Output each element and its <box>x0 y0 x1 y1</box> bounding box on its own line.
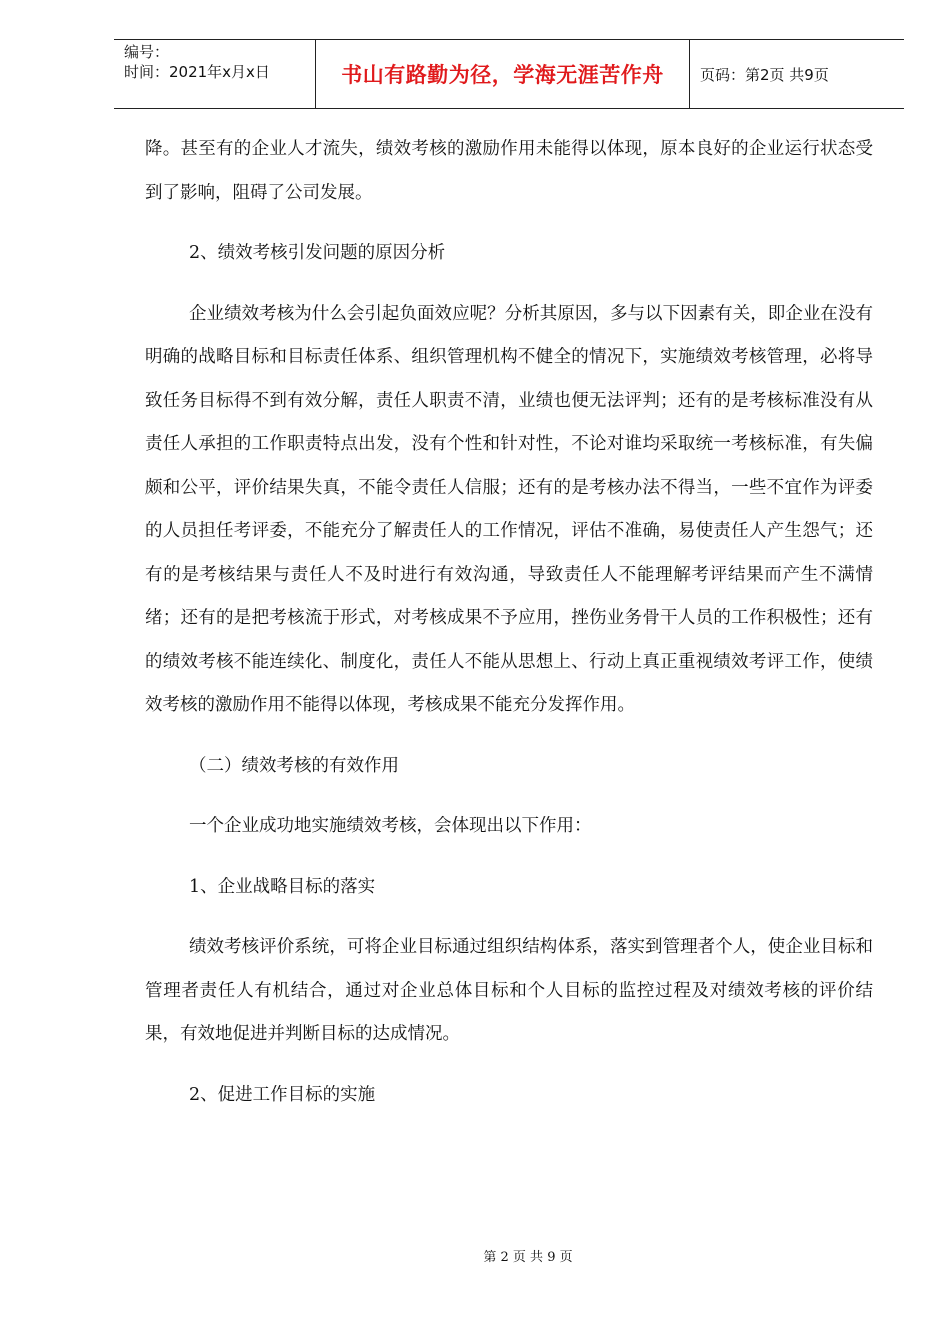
paragraph: 绩效考核评价系统，可将企业目标通过组织结构体系，落实到管理者个人，使企业目标和管理者责任人有机结合，通过对企业总体目标和个人目标的监控过程及对绩效考核的评价结果，有效地促进并判断目标的达成情况。 <box>145 937 873 1044</box>
section-heading: 1、企业战略目标的落实 <box>189 876 376 897</box>
section-heading: 2、绩效考核引发问题的原因分析 <box>189 243 446 263</box>
header-meta <box>114 40 316 108</box>
header-motto: 书山有路勤为径，学海无涯苦作舟 <box>316 40 690 108</box>
document-body <box>145 128 873 1117</box>
serial-label: 编号： <box>124 43 170 61</box>
page-footer: 第 2 页 共 9 页 <box>483 1250 573 1265</box>
paragraph: 一个企业成功地实施绩效考核，会体现出以下作用： <box>189 816 592 836</box>
section-heading: （二）绩效考核的有效作用 <box>189 755 399 776</box>
paragraph-continuation: 降。甚至有的企业人才流失，绩效考核的激励作用未能得以体现，原本良好的企业运行状态受到了影响，阻碍了公司发展。 <box>145 139 873 203</box>
time-label: 时间：2021年x月x日 <box>124 63 270 81</box>
section-heading: 2、促进工作目标的实施 <box>189 1084 376 1105</box>
header-page-info: 页码：第2页 共9页 <box>700 65 829 84</box>
paragraph: 企业绩效考核为什么会引起负面效应呢？分析其原因，多与以下因素有关，即企业在没有明确的战略目标和目标责任体系、组织管理机构不健全的情况下，实施绩效考核管理，必将导致任务目标得不到有效分解，责任人职责不清，业绩也便无法评判；还有的是考核标准没有从责任人承担的工作职责特点出发，没有个性和针对性，不论对谁均采取统一考核标准，有失偏颇和公平，评价结果失真，不能令责任人信服；还有的是考核办法不得当，一些不宜作为评委的人员担任考评委，不能充分了解责任人的工作情况，评估不准确，易使责任人产生怨气；还有的是考核结果与责任人不及时进行有效沟通，导致责任人不能理解考评结果而产生不满情绪；还有的是把考核流于形式，对考核成果不予应用，挫伤业务骨干人员的工作积极性；还有的绩效考核不能连续化、制度化，责任人不能从思想上、行动上真正重视绩效考评工作，使绩效考核的激励作用不能得以体现，考核成果不能充分发挥作用。 <box>145 303 873 715</box>
page-header <box>114 39 904 109</box>
